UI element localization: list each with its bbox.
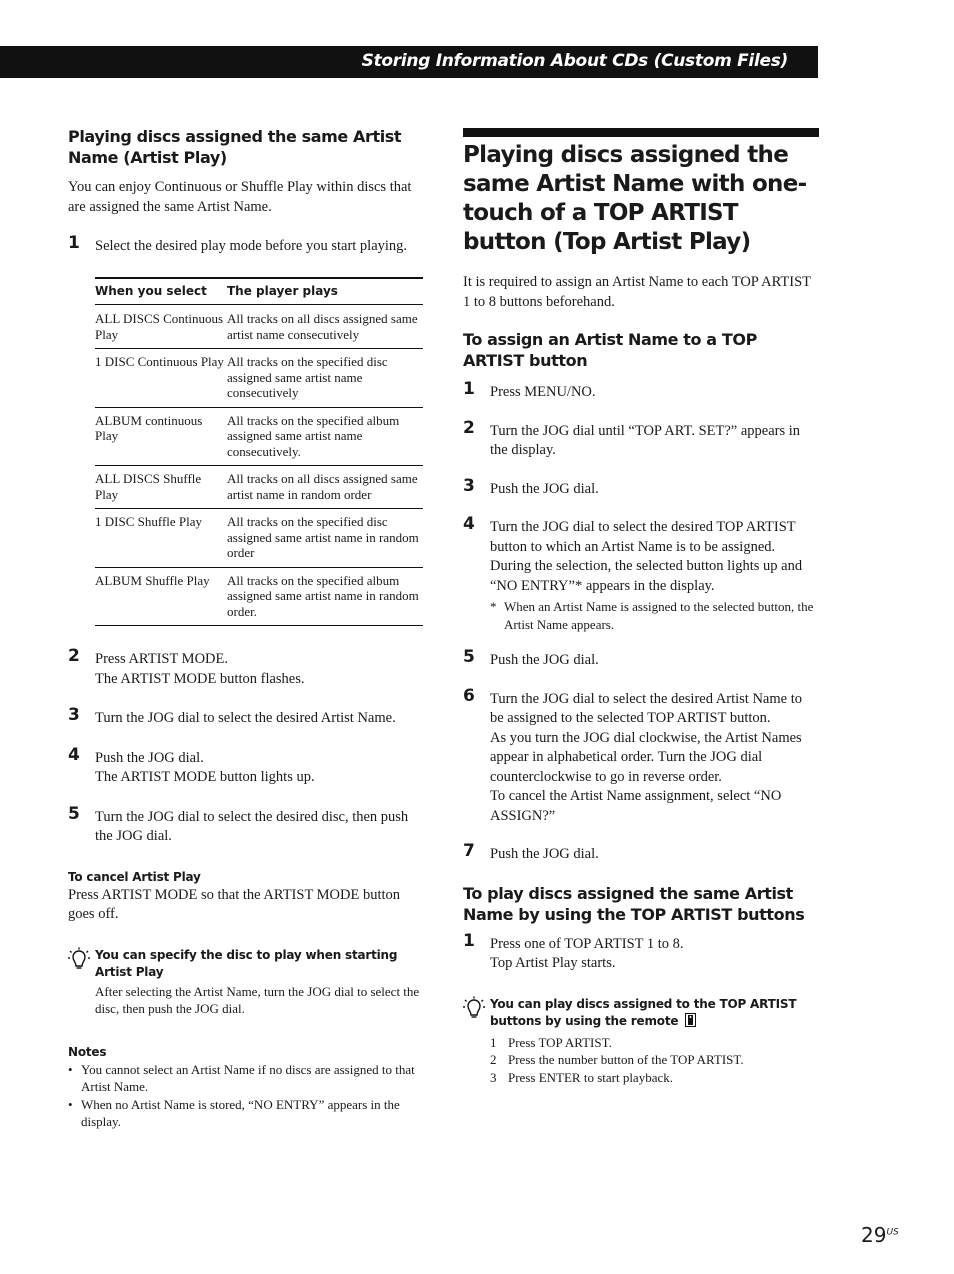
table-row bbox=[95, 349, 423, 408]
step-text: Press ARTIST MODE. bbox=[95, 651, 228, 667]
play-heading: To play discs assigned the same Artist Name by using the TOP ARTIST buttons bbox=[463, 883, 805, 924]
table-row bbox=[95, 305, 423, 349]
table-row bbox=[95, 567, 423, 626]
table-row bbox=[95, 509, 423, 568]
page-number bbox=[861, 1223, 899, 1247]
table-cell: All tracks on all discs assigned same artist name in random order bbox=[227, 466, 423, 509]
table-cell: All tracks on the specified album assigned same artist name consecutively. bbox=[227, 407, 423, 466]
header-title: Storing Information About CDs (Custom Files) bbox=[361, 51, 788, 71]
play-mode-table bbox=[95, 277, 423, 627]
table-cell: ALBUM continuous Play bbox=[95, 407, 227, 466]
step-text: Press one of TOP ARTIST 1 to 8. bbox=[490, 935, 684, 952]
step-text: Top Artist Play starts. bbox=[490, 955, 616, 971]
remote-icon bbox=[685, 1013, 696, 1032]
right-step-6 bbox=[463, 685, 819, 827]
page-number-suffix: US bbox=[886, 1227, 899, 1238]
artist-play-heading: Playing discs assigned the same Artist Name (Artist Play) bbox=[68, 127, 402, 167]
notes-title: Notes bbox=[68, 1044, 107, 1059]
table-cell: 1 DISC Continuous Play bbox=[95, 349, 227, 408]
table-header-plays: The player plays bbox=[227, 278, 423, 305]
remote-tip-title-text: You can play discs assigned to the TOP ARTIST buttons by using the remote bbox=[490, 996, 797, 1028]
left-step-3 bbox=[68, 705, 424, 729]
assign-heading: To assign an Artist Name to a TOP ARTIST button bbox=[463, 330, 757, 370]
step-number: 2 bbox=[68, 646, 80, 666]
remote-step-number: 2 bbox=[490, 1052, 497, 1067]
page-number-value: 29 bbox=[861, 1223, 887, 1247]
cancel-text: Press ARTIST MODE so that the ARTIST MODE button goes off. bbox=[68, 886, 401, 922]
header-bar bbox=[0, 46, 818, 78]
right-step-2 bbox=[463, 417, 819, 461]
tip-bulb-icon bbox=[463, 996, 485, 1025]
play-step-1 bbox=[463, 930, 819, 974]
remote-step-number: 3 bbox=[490, 1069, 497, 1085]
table-header-select: When you select bbox=[95, 278, 227, 305]
note-item: • You cannot select an Artist Name if no discs are assigned to that Artist Name. bbox=[68, 1061, 424, 1096]
table-cell: All tracks on the specified album assigned same artist name in random order. bbox=[227, 567, 423, 626]
right-step-3 bbox=[463, 475, 819, 500]
step-text: Turn the JOG dial to select the desired Artist Name to be assigned to the selected TOP ARTIST button. bbox=[490, 690, 802, 726]
table-cell: All tracks on the specified disc assigned same artist name in random order bbox=[227, 509, 423, 568]
tip-bulb-icon bbox=[68, 947, 90, 976]
table-cell: All tracks on the specified disc assigned same artist name consecutively bbox=[227, 349, 423, 408]
section-rule bbox=[463, 128, 819, 137]
table-row bbox=[95, 466, 423, 509]
footnote bbox=[490, 598, 819, 633]
remote-step-text: Press the number button of the TOP ARTIST. bbox=[508, 1052, 744, 1067]
top-artist-heading: Playing discs assigned the same Artist Name with one-touch of a TOP ARTIST button (Top Artist Play) bbox=[463, 142, 807, 255]
remote-step bbox=[490, 1051, 819, 1069]
step-text: The ARTIST MODE button lights up. bbox=[95, 769, 315, 785]
remote-step bbox=[490, 1069, 819, 1087]
right-step-4 bbox=[463, 514, 819, 633]
step-text: The ARTIST MODE button flashes. bbox=[95, 670, 305, 687]
step-number: 1 bbox=[463, 930, 475, 951]
step-number: 1 bbox=[68, 233, 80, 253]
table-cell: ALL DISCS Shuffle Play bbox=[95, 466, 227, 509]
tip-block bbox=[68, 947, 424, 1018]
top-artist-intro: It is required to assign an Artist Name to each TOP ARTIST 1 to 8 buttons beforehand. bbox=[463, 274, 811, 310]
remote-tip-block bbox=[463, 996, 819, 1087]
table-cell: ALL DISCS Continuous Play bbox=[95, 305, 227, 349]
right-step-7 bbox=[463, 841, 819, 865]
table-row bbox=[95, 407, 423, 466]
left-step-5 bbox=[68, 803, 424, 847]
step-text: Push the JOG dial. bbox=[490, 480, 599, 497]
step-text: Push the JOG dial. bbox=[95, 749, 204, 766]
step-number: 4 bbox=[68, 744, 80, 765]
remote-step-number: 1 bbox=[490, 1034, 497, 1050]
tip-text: After selecting the Artist Name, turn the JOG dial to select the disc, then push the JOG dial. bbox=[95, 983, 420, 1016]
right-step-1 bbox=[463, 379, 819, 403]
step-number: 6 bbox=[463, 685, 475, 706]
step-text: Press MENU/NO. bbox=[490, 384, 596, 400]
step-number: 5 bbox=[463, 647, 475, 667]
remote-tip-title bbox=[490, 996, 819, 1032]
step-text: Turn the JOG dial to select the desired TOP ARTIST button to which an Artist Name is to be assigned. bbox=[490, 519, 796, 555]
step-number: 7 bbox=[463, 841, 475, 861]
remote-step-text: Press ENTER to start playback. bbox=[508, 1069, 673, 1085]
footnote-mark: * bbox=[490, 599, 497, 614]
left-step-2 bbox=[68, 646, 424, 689]
step-text: During the selection, the selected button lights up and “NO ENTRY”* appears in the display. bbox=[490, 558, 803, 594]
left-column bbox=[68, 126, 424, 1131]
tip-title: You can specify the disc to play when starting Artist Play bbox=[95, 947, 398, 979]
step-text: Turn the JOG dial to select the desired Artist Name. bbox=[95, 710, 396, 726]
remote-step bbox=[490, 1034, 819, 1052]
note-item: • When no Artist Name is stored, “NO ENTRY” appears in the display. bbox=[68, 1096, 424, 1131]
step-number: 5 bbox=[68, 803, 80, 824]
table-cell: 1 DISC Shuffle Play bbox=[95, 509, 227, 568]
step-text: Select the desired play mode before you start playing. bbox=[95, 238, 408, 254]
left-step-1 bbox=[68, 233, 424, 257]
cancel-title: To cancel Artist Play bbox=[68, 869, 201, 884]
step-number: 3 bbox=[463, 475, 475, 496]
step-number: 2 bbox=[463, 417, 475, 438]
step-text: To cancel the Artist Name assignment, select “NO ASSIGN?” bbox=[490, 788, 782, 824]
step-text: Turn the JOG dial to select the desired disc, then push the JOG dial. bbox=[95, 808, 409, 844]
step-number: 3 bbox=[68, 705, 80, 725]
step-text: Push the JOG dial. bbox=[490, 846, 599, 862]
artist-play-intro: You can enjoy Continuous or Shuffle Play within discs that are assigned the same Artist Name. bbox=[68, 179, 412, 215]
step-number: 1 bbox=[463, 379, 475, 399]
right-column bbox=[463, 128, 819, 1086]
step-text: Turn the JOG dial until “TOP ART. SET?” appears in the display. bbox=[490, 422, 801, 458]
left-step-4 bbox=[68, 744, 424, 788]
footnote-text: When an Artist Name is assigned to the selected button, the Artist Name appears. bbox=[504, 599, 814, 632]
table-cell: ALBUM Shuffle Play bbox=[95, 567, 227, 626]
step-text: Push the JOG dial. bbox=[490, 652, 599, 668]
right-step-5 bbox=[463, 647, 819, 671]
table-cell: All tracks on all discs assigned same artist name consecutively bbox=[227, 305, 423, 349]
step-number: 4 bbox=[463, 514, 475, 534]
remote-step-text: Press TOP ARTIST. bbox=[508, 1034, 612, 1050]
step-text: As you turn the JOG dial clockwise, the Artist Names appear in alphabetical order. Turn the JOG dial counterclockwise to go in reverse order. bbox=[490, 729, 802, 785]
